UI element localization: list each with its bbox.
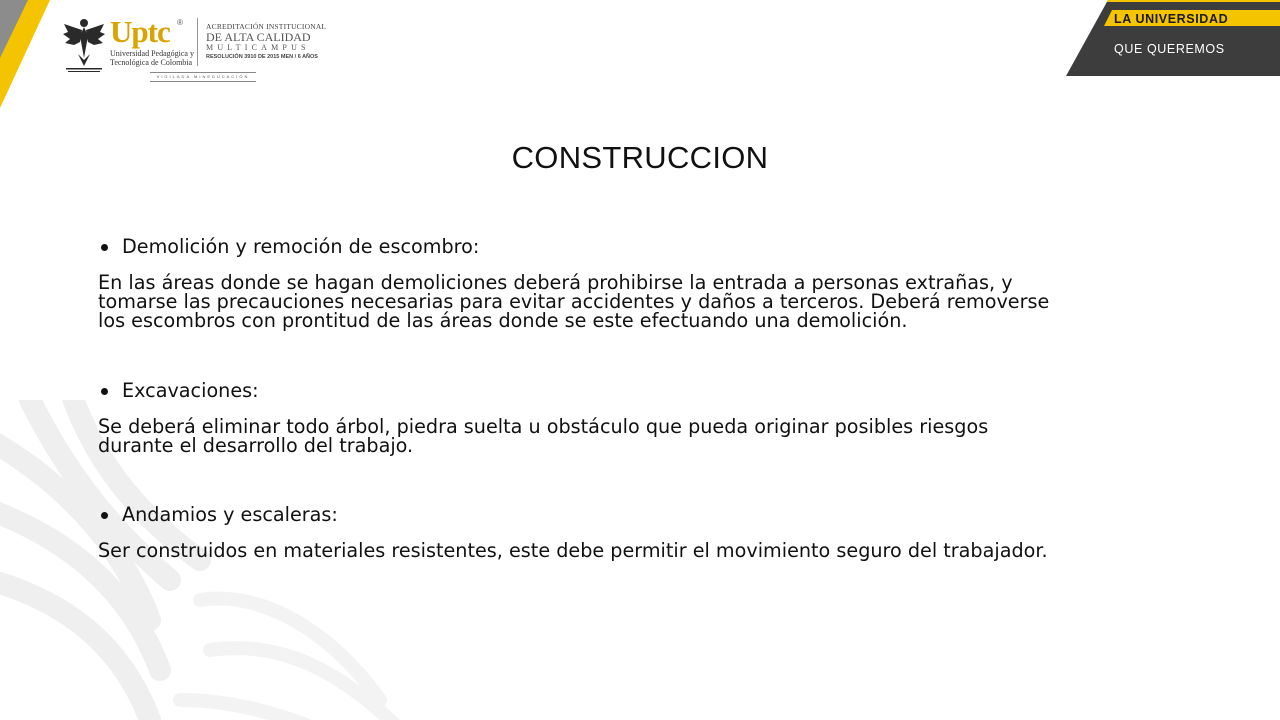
bullet-dot-icon — [101, 388, 108, 395]
uptc-logo — [110, 16, 196, 68]
bullet-text: Excavaciones: — [122, 379, 259, 402]
vigilada-label: VIGILADA MINEDUCACIÓN — [150, 72, 256, 82]
uptc-wordmark: Uptc — [110, 14, 170, 49]
uptc-subtitle — [110, 49, 194, 67]
paragraph-line: Ser construidos en materiales resistentes, este debe permitir el movimiento seguro del trabajador. — [98, 539, 1048, 562]
accreditation-line4: RESOLUCIÓN 3910 DE 2015 MEN / 6 AÑOS — [206, 54, 318, 60]
accreditation-line3: MULTICAMPUS — [206, 43, 310, 52]
bullet-item — [98, 501, 1188, 529]
bullet-item — [98, 233, 1188, 261]
header-divider — [197, 18, 198, 66]
registered-mark: ® — [177, 18, 183, 27]
accreditation-line2: DE ALTA CALIDAD — [206, 30, 311, 44]
slide-title: CONSTRUCCION — [511, 140, 769, 175]
section-paragraph — [98, 273, 1188, 330]
paragraph-line: durante el desarrollo del trabajo. — [98, 434, 414, 457]
corner-stripes — [0, 0, 60, 110]
banner-line1: LA UNIVERSIDAD — [1114, 12, 1229, 26]
paragraph-line: los escombros con prontitud de las áreas donde se este efectuando una demolición. — [98, 309, 908, 332]
section-excavaciones — [98, 377, 1188, 455]
eagle-emblem-icon — [62, 14, 106, 74]
accreditation-line1: ACREDITACIÓN INSTITUCIONAL — [206, 22, 327, 31]
paragraph-line: tomarse las precauciones necesarias para evitar accidentes y daños a terceros. Deberá removerse — [98, 290, 1050, 313]
paragraph-line: En las áreas donde se hagan demoliciones deberá prohibirse la entrada a personas extrañas, y — [98, 271, 1013, 294]
accreditation-block — [206, 22, 336, 62]
section-demolicion — [98, 233, 1188, 330]
banner-line2: QUE QUEREMOS — [1114, 42, 1225, 56]
slide-body — [98, 233, 1188, 560]
section-andamios — [98, 501, 1188, 560]
bullet-text: Demolición y remoción de escombro: — [122, 235, 480, 258]
uptc-subtitle-line2: Tecnológica de Colombia — [110, 58, 193, 67]
bullet-dot-icon — [101, 244, 108, 251]
uptc-subtitle-line1: Universidad Pedagógica y — [110, 49, 194, 58]
bullet-item — [98, 377, 1188, 405]
paragraph-line: Se deberá eliminar todo árbol, piedra suelta u obstáculo que pueda originar posibles riesgos — [98, 415, 989, 438]
bullet-dot-icon — [101, 512, 108, 519]
section-paragraph — [98, 541, 1188, 560]
tagline-banner — [1066, 0, 1280, 76]
bullet-text: Andamios y escaleras: — [122, 503, 338, 526]
section-paragraph — [98, 417, 1188, 455]
